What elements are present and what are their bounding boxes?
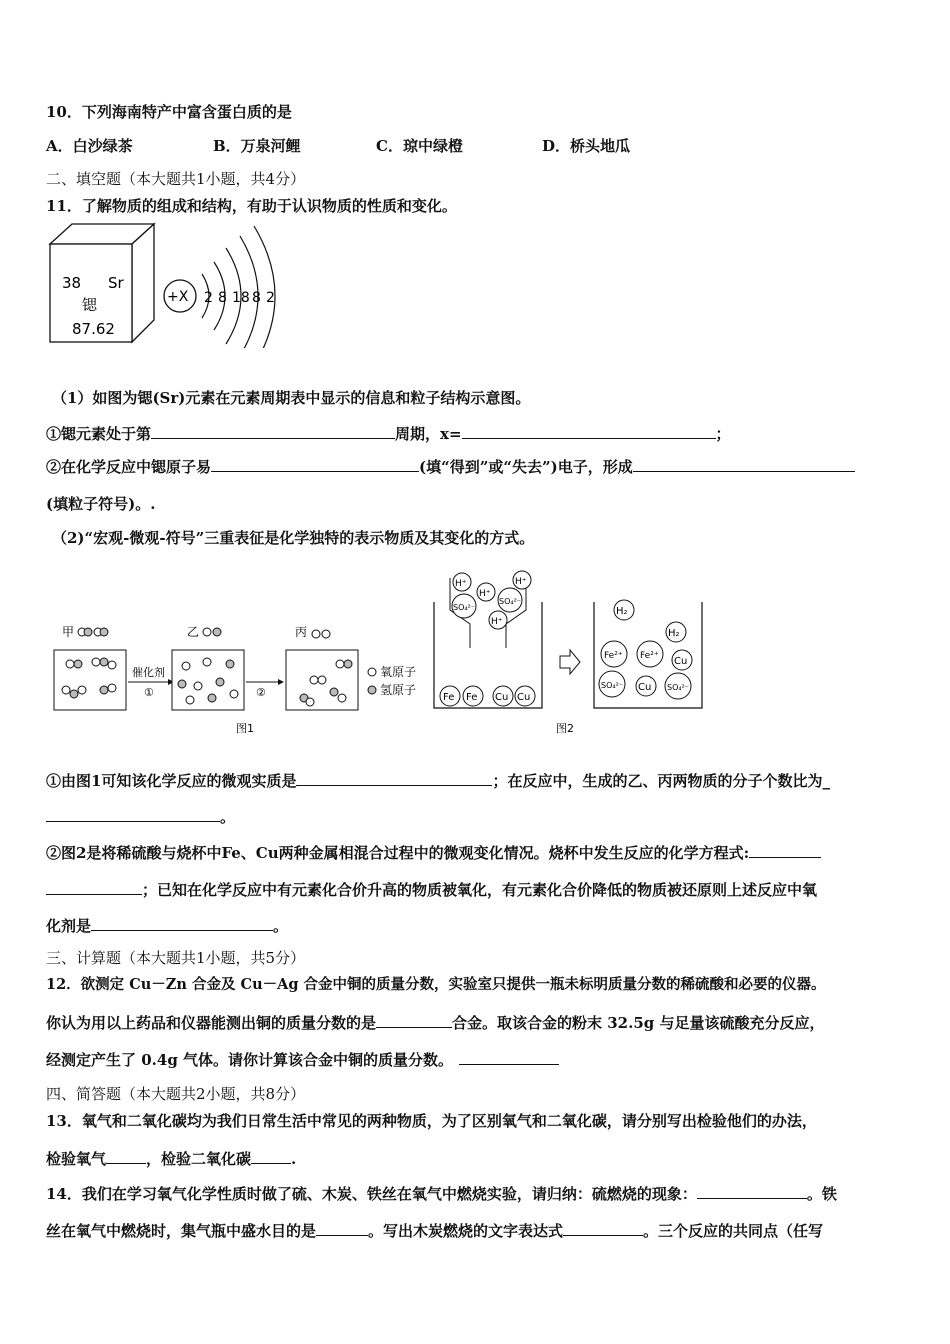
q12-line-1: 12．欲测定 Cu－Zn 合金及 Cu－Ag 合金中铜的质量分数，实验室只提供一瓶未标明质量分数的稀硫酸和必要的仪器。 <box>46 976 826 993</box>
blank-equation-cont[interactable] <box>46 879 142 895</box>
q11-part2-line-b2 <box>46 879 817 900</box>
text: 。三个反应的共同点（任写 <box>643 1222 824 1240</box>
q12-line-3 <box>46 1049 559 1070</box>
nucleus-label: +X <box>167 289 189 305</box>
shell-1: 2 <box>204 290 213 306</box>
element-card <box>50 224 154 342</box>
q14-line-2 <box>46 1220 823 1241</box>
reaction-arrow <box>560 650 580 674</box>
step-1-label: ① <box>144 686 154 699</box>
blank-sulfur-phenomenon[interactable] <box>697 1183 807 1199</box>
blank-period[interactable] <box>151 423 395 439</box>
q11-stem: 11．了解物质的组成和结构，有助于认识物质的性质和变化。 <box>46 197 457 215</box>
ion-h-1: H⁺ <box>455 579 467 589</box>
blank-test-oxygen[interactable] <box>106 1148 146 1164</box>
box-before <box>54 650 126 710</box>
q10-option-a: A．白沙绿茶 <box>46 137 133 155</box>
blank-equation[interactable] <box>749 842 821 858</box>
metal-cu-1: Cu <box>495 692 509 703</box>
q11-part2-line-b1 <box>46 842 821 863</box>
blank-ratio[interactable] <box>46 806 220 822</box>
text: 周期，x= <box>395 425 462 443</box>
after-h2-2: H₂ <box>668 628 680 639</box>
blank-answer[interactable] <box>459 1049 559 1065</box>
element-number: 38 <box>62 274 82 292</box>
label-jia: 甲 <box>62 625 75 639</box>
metal-cu-2: Cu <box>517 692 531 703</box>
q11-part1-line-b <box>46 456 855 477</box>
step-2-label: ② <box>256 686 266 699</box>
text: 。写出木炭燃烧的文字表达式 <box>368 1222 564 1240</box>
text: ； <box>715 425 731 443</box>
legend-oxygen: 氧原子 <box>380 665 417 679</box>
text: (填“得到”或“失去”)电子，形成 <box>419 458 633 476</box>
ion-h-4: H⁺ <box>491 617 503 627</box>
q13-line-2 <box>46 1148 296 1169</box>
text: 检验氧气 <box>46 1150 107 1168</box>
blank-x[interactable] <box>462 423 716 439</box>
q12-line-2 <box>46 1012 824 1033</box>
after-so4-2: SO₄²⁻ <box>667 683 690 692</box>
shell-2: 8 <box>218 290 227 306</box>
ion-h-2: H⁺ <box>515 577 527 587</box>
label-yi: 乙 <box>187 625 200 639</box>
blank-carbon-expression[interactable] <box>563 1220 643 1236</box>
figure-2 <box>430 562 710 738</box>
q11-part1-line-a <box>46 423 731 444</box>
after-cu-2: Cu <box>638 682 652 693</box>
blank-ion-symbol[interactable] <box>633 456 855 472</box>
q14-line-1 <box>46 1183 837 1204</box>
text: ，检验二氧化碳 <box>146 1150 252 1168</box>
element-name: 锶 <box>82 296 98 314</box>
q13-line-1: 13．氧气和二氧化碳均为我们日常生活中常见的两种物质，为了区别氧气和二氧化碳，请分别写出检验他们的办法， <box>46 1112 817 1130</box>
text: 。铁 <box>806 1185 837 1203</box>
label-bing: 丙 <box>295 625 308 639</box>
after-fe2-2: Fe²⁺ <box>640 651 659 661</box>
text: 化剂是 <box>46 917 92 935</box>
blank-gain-lose[interactable] <box>211 456 419 472</box>
section2-title: 二、填空题（本大题共1小题，共4分） <box>46 170 306 188</box>
legend-hydrogen: 氢原子 <box>380 683 417 697</box>
blank-oxidant[interactable] <box>91 915 273 931</box>
after-cu-1: Cu <box>674 656 688 667</box>
blank-water-purpose[interactable] <box>316 1220 368 1236</box>
text: ；已知在化学反应中有元素化合价升高的物质被氧化，有元素化合价降低的物质被还原则上述反应中氧 <box>142 881 818 899</box>
element-symbol: Sr <box>108 274 124 292</box>
text: ①由图1可知该化学反应的微观实质是 <box>46 772 297 790</box>
text: ；在反应中，生成的乙、丙两物质的分子个数比为_ <box>492 772 830 790</box>
text: ②图2是将稀硫酸与烧杯中Fe、Cu两种金属相混合过程中的微观变化情况。烧杯中发生反应的化学方程式: <box>46 844 750 862</box>
section4-title: 四、简答题（本大题共2小题，共8分） <box>46 1085 306 1103</box>
catalyst-label: 催化剂 <box>132 666 165 679</box>
q10-stem: 10．下列海南特产中富含蛋白质的是 <box>46 103 292 121</box>
q10-option-d: D．桥头地瓜 <box>542 137 631 155</box>
figure-2-caption: 图2 <box>556 722 574 735</box>
metal-fe-2: Fe <box>466 692 478 703</box>
q11-part2-line-a2 <box>46 806 235 827</box>
shell-3: 18 <box>232 290 250 306</box>
text: 经测定产生了 0.4g 气体。请你计算该合金中铜的质量分数。 <box>46 1051 454 1069</box>
text: ②在化学反应中锶原子易 <box>46 458 212 476</box>
text: ①锶元素处于第 <box>46 425 152 443</box>
figure-1 <box>52 620 432 740</box>
q10-option-b: B．万泉河鲤 <box>213 137 301 155</box>
text: . <box>291 1150 297 1168</box>
after-fe2-1: Fe²⁺ <box>604 651 623 661</box>
figure-1-caption: 图1 <box>236 722 254 735</box>
q10-option-c: C．琼中绿橙 <box>376 137 463 155</box>
shell-5: 2 <box>266 290 275 306</box>
blank-alloy[interactable] <box>376 1012 452 1028</box>
after-h2-1: H₂ <box>616 606 628 617</box>
text: 。 <box>273 917 289 935</box>
shell-4: 8 <box>252 290 261 306</box>
atom-structure <box>164 226 275 348</box>
after-so4-1: SO₄²⁻ <box>601 681 624 690</box>
q11-part2-line-b3 <box>46 915 288 936</box>
element-mass: 87.62 <box>72 320 115 338</box>
q11-part1-line-b2: (填粒子符号)。. <box>46 495 156 513</box>
ion-h-3: H⁺ <box>479 589 491 599</box>
strontium-figure <box>46 222 286 348</box>
section3-title: 三、计算题（本大题共1小题，共5分） <box>46 949 306 967</box>
text: 丝在氧气中燃烧时，集气瓶中盛水目的是 <box>46 1222 317 1240</box>
text: 。 <box>220 808 236 826</box>
metal-fe-1: Fe <box>443 692 455 703</box>
blank-essence[interactable] <box>296 770 492 786</box>
text: 你认为用以上药品和仪器能测出铜的质量分数的是 <box>46 1014 377 1032</box>
blank-test-co2[interactable] <box>251 1148 291 1164</box>
text: 合金。取该合金的粉末 32.5g 与足量该硫酸充分反应， <box>452 1014 825 1032</box>
q11-part2-intro: （2)“宏观-微观-符号”三重表征是化学独特的表示物质及其变化的方式。 <box>52 529 535 547</box>
ion-so4-1: SO₄²⁻ <box>453 603 476 612</box>
q11-part2-line-a1 <box>46 770 830 791</box>
q11-part1-intro: （1）如图为锶(Sr)元素在元素周期表中显示的信息和粒子结构示意图。 <box>52 389 531 407</box>
q10-options <box>46 136 906 156</box>
text: 14．我们在学习氧气化学性质时做了硫、木炭、铁丝在氧气中燃烧实验，请归纳：硫燃烧的现象： <box>46 1185 697 1203</box>
ion-so4-2: SO₄²⁻ <box>499 597 522 606</box>
